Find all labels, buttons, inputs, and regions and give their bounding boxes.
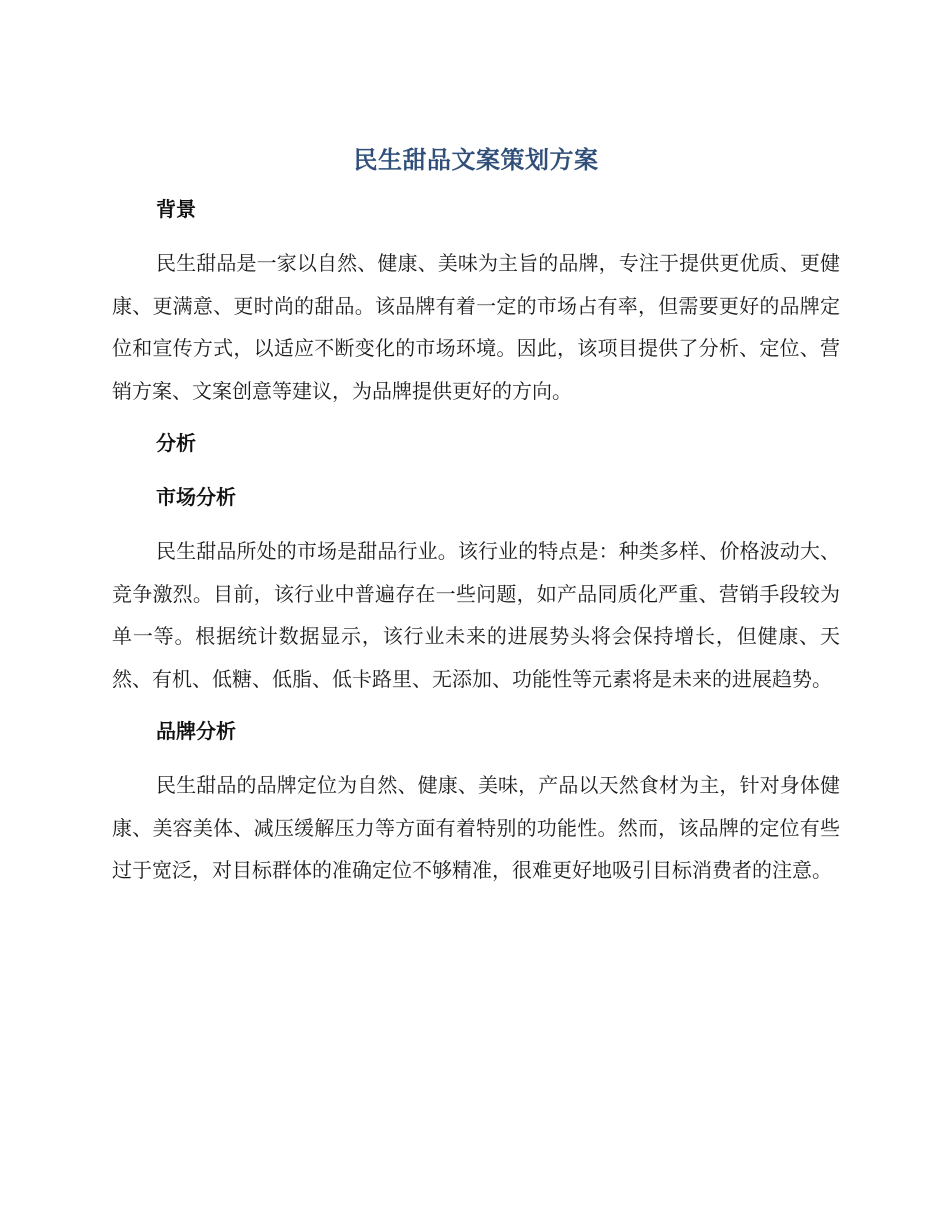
paragraph-background: 民生甜品是一家以自然、健康、美味为主旨的品牌，专注于提供更优质、更健康、更满意、更时尚的甜品。该品牌有着一定的市场占有率，但需要更好的品牌定位和宣传方式，以适应不断变化的市场环境。因此，该项目提供了分析、定位、营销方案、文案创意等建议，为品牌提供更好的方向。 [112,251,840,403]
section-heading-market-analysis: 市场分析 [156,485,236,509]
section-heading-background: 背景 [156,197,196,221]
paragraph-market-analysis: 民生甜品所处的市场是甜品行业。该行业的特点是：种类多样、价格波动大、竞争激烈。目前，该行业中普遍存在一些问题，如产品同质化严重、营销手段较为单一等。根据统计数据显示，该行业未来的进展势头将会保持增长，但健康、天然、有机、低糖、低脂、低卡路里、无添加、功能性等元素将是未来的进展趋势。 [112,539,840,691]
paragraph-brand-analysis: 民生甜品的品牌定位为自然、健康、美味，产品以天然食材为主，针对身体健康、美容美体、减压缓解压力等方面有着特别的功能性。然而，该品牌的定位有些过于宽泛，对目标群体的准确定位不够精准，很难更好地吸引目标消费者的注意。 [112,773,840,882]
section-heading-brand-analysis: 品牌分析 [156,719,236,743]
document-page [112,140,840,892]
section-heading-analysis: 分析 [156,431,196,455]
document-title: 民生甜品文案策划方案 [353,146,599,174]
